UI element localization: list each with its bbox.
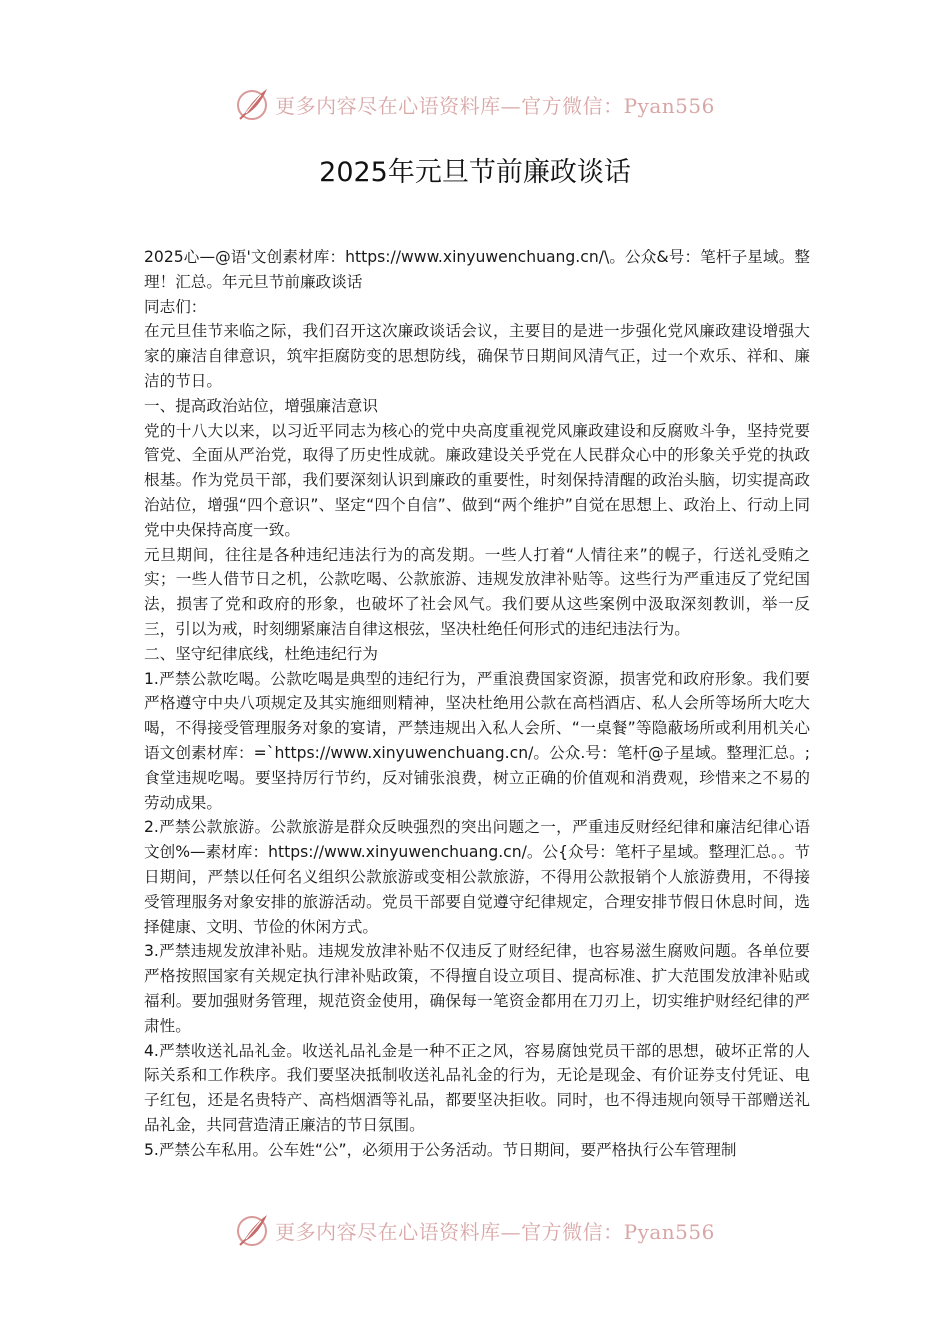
paragraph: 4.严禁收送礼品礼金。收送礼品礼金是一种不正之风，容易腐蚀党员干部的思想，破坏正常的人际关系和工作秩序。我们要坚决抵制收送礼品礼金的行为，无论是现金、有价证券支付凭证、电子红包，还是名贵特产、高档烟酒等礼品，都要坚决拒收。同时，也不得违规向领导干部赠送礼品礼金，共同营造清正廉洁的节日氛围。 <box>144 1041 810 1134</box>
document-body <box>144 245 810 1162</box>
footer-watermark-banner <box>0 1208 950 1252</box>
footer-watermark-text: 更多内容尽在心语资料库—官方微信：Pyan556 <box>275 1219 715 1244</box>
section-heading: 二、坚守纪律底线，杜绝违纪行为 <box>144 644 378 663</box>
paragraph: 2.严禁公款旅游。公款旅游是群众反映强烈的突出问题之一，严重违反财经纪律和廉洁纪律心语文创%—素材库：https://www.xinyuwenchuang.cn/。公{众号：笔杆子星域。整理汇总。。节日期间，严禁以任何名义组织公款旅游或变相公款旅游，不得用公款报销个人旅游费用，不得接受管理服务对象安排的旅游活动。党员干部要自觉遵守纪律规定，合理安排节假日休息时间，选择健康、文明、节俭的休闲方式。 <box>144 818 810 936</box>
document-title: 2025年元旦节前廉政谈话 <box>319 157 631 188</box>
header-watermark-banner <box>0 82 950 126</box>
paragraph: 党的十八大以来，以习近平同志为核心的党中央高度重视党风廉政建设和反腐败斗争，坚持党要管党、全面从严治党，取得了历史性成就。廉政建设关乎党在人民群众心中的形象关乎党的执政根基。作为党员干部，我们要深刻认识到廉政的重要性，时刻保持清醒的政治头脑，切实提高政治站位，增强“四个意识”、坚定“四个自信”、做到“两个维护”自觉在思想上、政治上、行动上同党中央保持高度一致。 <box>144 421 810 539</box>
paragraph: 在元旦佳节来临之际，我们召开这次廉政谈话会议，主要目的是进一步强化党风廉政建设增强大家的廉洁自律意识，筑牢拒腐防变的思想防线，确保节日期间风清气正，过一个欢乐、祥和、廉洁的节日。 <box>144 322 810 390</box>
paragraph: 3.严禁违规发放津补贴。违规发放津补贴不仅违反了财经纪律，也容易滋生腐败问题。各单位要严格按照国家有关规定执行津补贴政策，不得擅自设立项目、提高标准、扩大范围发放津补贴或福利。要加强财务管理，规范资金使用，确保每一笔资金都用在刀刃上，切实维护财经纪律的严肃性。 <box>144 942 810 1035</box>
paragraph: 1.严禁公款吃喝。公款吃喝是典型的违纪行为，严重浪费国家资源，损害党和政府形象。我们要严格遵守中央八项规定及其实施细则精神，坚决杜绝用公款在高档酒店、私人会所等场所大吃大喝，不得接受管理服务对象的宴请，严禁违规出入私人会所、“一桌餐”等隐蔽场所或利用机关心语文创素材库：=`https://www.xinyuwenchuang.cn/。公众.号：笔杆@子星域。整理汇总。;食堂违规吃喝。要坚持厉行节约，反对铺张浪费，树立正确的价值观和消费观，珍惜来之不易的劳动成果。 <box>144 669 810 812</box>
paragraph: 元旦期间，往往是各种违纪违法行为的高发期。一些人打着“人情往来”的幌子，行送礼受贿之实；一些人借节日之机，公款吃喝、公款旅游、违规发放津补贴等。这些行为严重违反了党纪国法，损害了党和政府的形象，也破坏了社会风气。我们要从这些案例中汲取深刻教训，举一反三，引以为戒，时刻绷紧廉洁自律这根弦，坚决杜绝任何形式的违纪违法行为。 <box>144 545 810 638</box>
paragraph: 2025心—@语'文创素材库：https://www.xinyuwenchuang.cn/\。公众&号：笔杆子星域。整理！汇总。年元旦节前廉政谈话 <box>144 248 810 291</box>
paragraph: 同志们： <box>144 297 207 316</box>
paragraph: 5.严禁公车私用。公车姓“公”，必须用于公务活动。节日期间，要严格执行公车管理制 <box>144 1140 737 1159</box>
header-watermark-text: 更多内容尽在心语资料库—官方微信：Pyan556 <box>275 93 715 118</box>
quill-logo-icon <box>235 86 271 122</box>
quill-logo-icon <box>235 1212 271 1248</box>
section-heading: 一、提高政治站位，增强廉洁意识 <box>144 396 378 415</box>
